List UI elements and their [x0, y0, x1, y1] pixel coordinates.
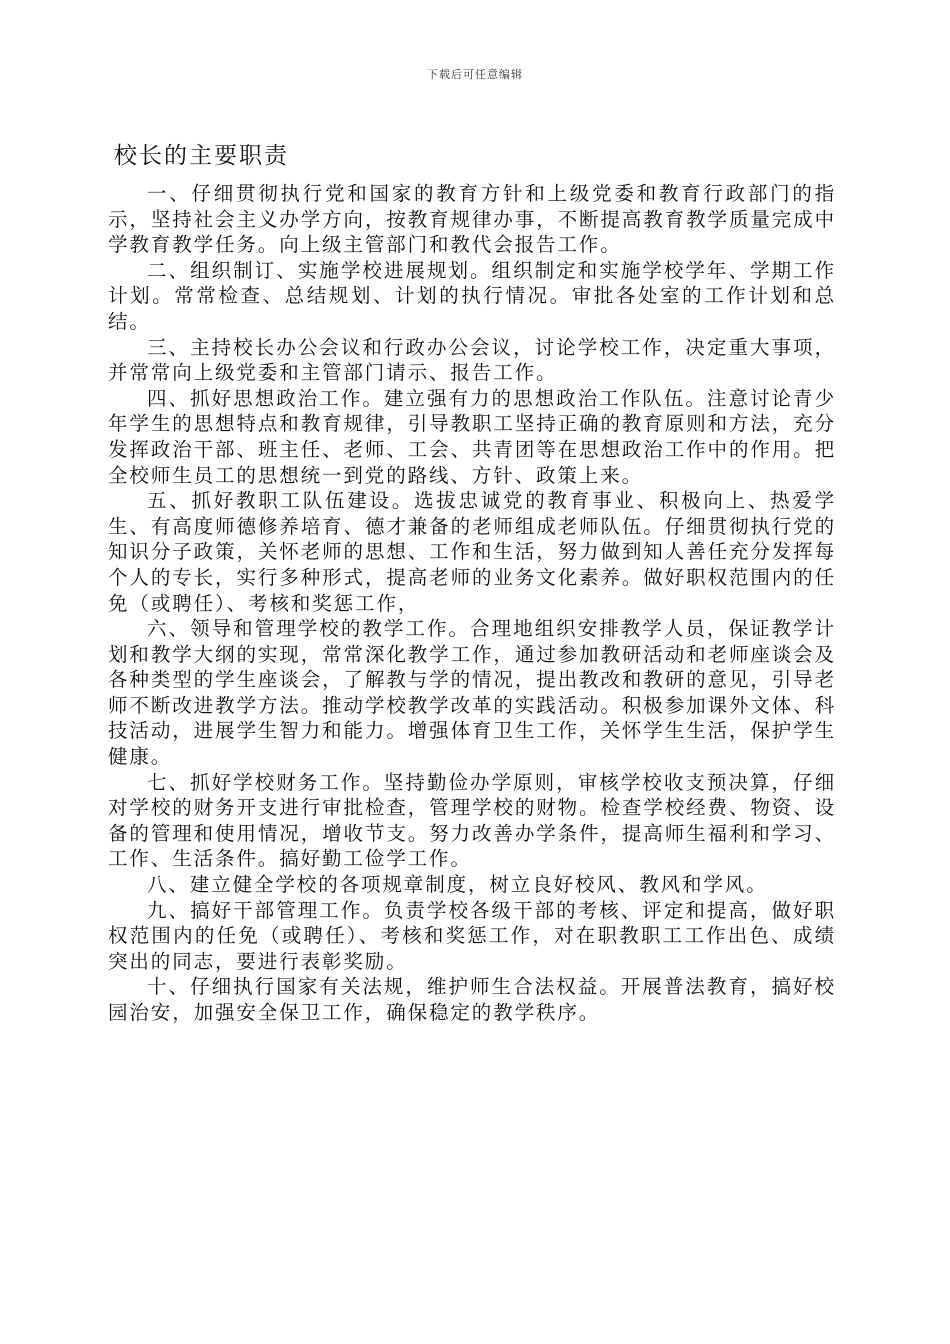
paragraph-3: 三、主持校长办公会议和行政办公会议，讨论学校工作，决定重大事项，并常常向上级党委和主管部门请示、报告工作。	[108, 335, 836, 385]
paragraph-5: 五、抓好教职工队伍建设。选拔忠诚党的教育事业、积极向上、热爱学生、有高度师德修养培育、德才兼备的老师组成老师队伍。仔细贯彻执行党的知识分子政策，关怀老师的思想、工作和生活，努力做到知人善任充分发挥每个人的专长，实行多种形式，提高老师的业务文化素养。做好职权范围内的任免（或聘任）、考核和奖惩工作，	[108, 489, 836, 615]
paragraph-7: 七、抓好学校财务工作。坚持勤俭办学原则，审核学校收支预决算，仔细对学校的财务开支进行审批检查，管理学校的财物。检查学校经费、物资、设备的管理和使用情况，增收节支。努力改善办学条件，提高师生福利和学习、工作、生活条件。搞好勤工俭学工作。	[108, 770, 836, 871]
paragraph-4: 四、抓好思想政治工作。建立强有力的思想政治工作队伍。注意讨论青少年学生的思想特点和教育规律，引导教职工坚持正确的教育原则和方法，充分发挥政治干部、班主任、老师、工会、共青团等在思想政治工作中的作用。把全校师生员工的思想统一到党的路线、方针、政策上来。	[108, 386, 836, 487]
paragraph-8: 八、建立健全学校的各项规章制度，树立良好校风、教风和学风。	[147, 873, 768, 897]
document-body	[108, 181, 836, 1026]
document-title: 校长的主要职责	[114, 143, 289, 169]
paragraph-10: 十、仔细执行国家有关法规，维护师生合法权益。开展普法教育，搞好校园治安，加强安全保卫工作，确保稳定的教学秩序。	[108, 975, 836, 1024]
paragraph-6: 六、领导和管理学校的教学工作。合理地组织安排教学人员，保证教学计划和教学大纲的实现，常常深化教学工作，通过参加教研活动和老师座谈会及各种类型的学生座谈会，了解教与学的情况，提出教改和教研的意见，引导老师不断改进教学方法。推动学校教学改革的实践活动。积极参加课外文体、科技活动，进展学生智力和能力。增强体育卫生工作，关怀学生生活，保护学生健康。	[108, 617, 836, 769]
paragraph-1: 一、仔细贯彻执行党和国家的教育方针和上级党委和教育行政部门的指示，坚持社会主义办学方向，按教育规律办事，不断提高教育教学质量完成中学教育教学任务。向上级主管部门和教代会报告工作。	[108, 182, 836, 257]
header-note: 下载后可任意编辑	[427, 68, 523, 81]
paragraph-9: 九、搞好干部管理工作。负责学校各级干部的考核、评定和提高，做好职权范围内的任免（或聘任）、考核和奖惩工作，对在职教职工工作出色、成绩突出的同志，要进行表彰奖励。	[108, 898, 836, 973]
paragraph-2: 二、组织制订、实施学校进展规划。组织制定和实施学校学年、学期工作计划。常常检查、总结规划、计划的执行情况。审批各处室的工作计划和总结。	[108, 258, 836, 333]
